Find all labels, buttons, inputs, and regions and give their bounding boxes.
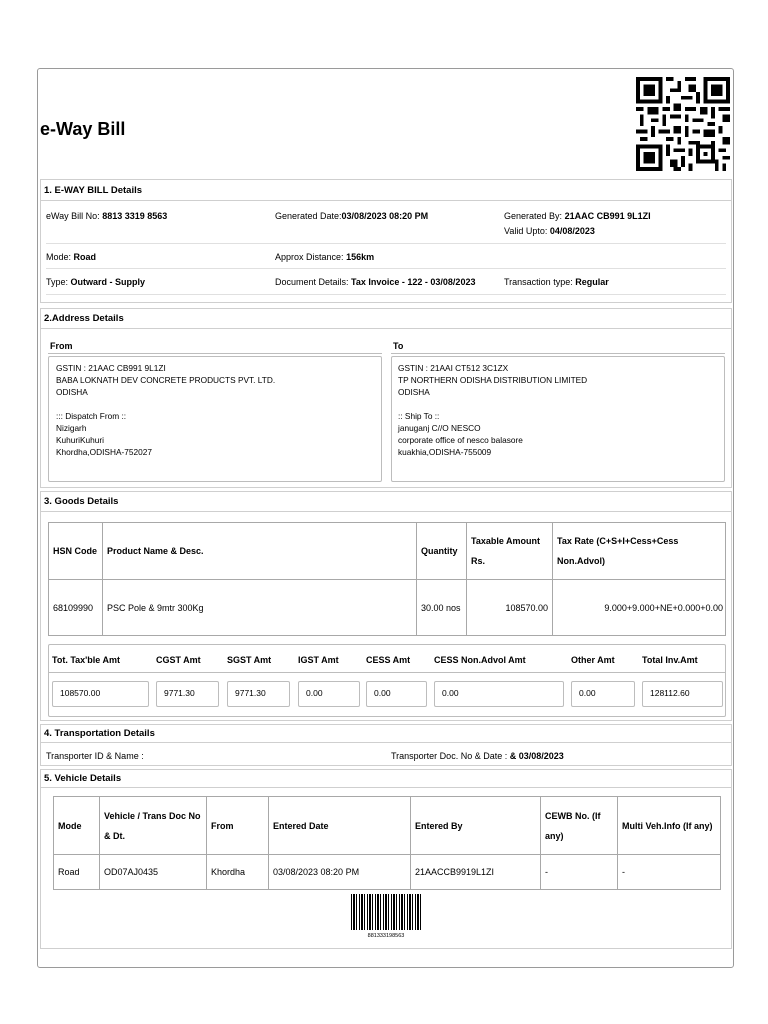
multi-veh-header: Multi Veh.Info (If any) (618, 797, 721, 855)
total-value: 0.00 (571, 681, 635, 707)
entered-by-header: Entered By (411, 797, 541, 855)
generated-by: Generated By: 21AAC CB991 9L1ZI (504, 211, 651, 221)
section-heading: 3. Goods Details (44, 496, 119, 507)
entered-by-cell: 21AACCB9919L1ZI (411, 855, 541, 890)
mode: Mode: Road (46, 252, 97, 262)
total-value: 0.00 (434, 681, 564, 707)
from-address-box (48, 356, 382, 482)
total-label: Total Inv.Amt (642, 655, 698, 665)
multi-veh-cell: - (618, 855, 721, 890)
mode-header: Mode (54, 797, 100, 855)
total-value: 9771.30 (156, 681, 219, 707)
vehicle-header: Vehicle / Trans Doc No & Dt. (100, 797, 207, 855)
from-label: From (50, 341, 73, 351)
product-cell: PSC Pole & 9mtr 300Kg (103, 580, 417, 636)
product-header: Product Name & Desc. (103, 523, 417, 580)
total-value: 128112.60 (642, 681, 723, 707)
barcode (351, 894, 421, 930)
from-cell: Khordha (207, 855, 269, 890)
hsn-cell: 68109990 (49, 580, 103, 636)
total-label: CGST Amt (156, 655, 201, 665)
total-label: Other Amt (571, 655, 615, 665)
to-label: To (393, 341, 404, 351)
transaction-type: Transaction type: Regular (504, 277, 609, 287)
entered-date-cell: 03/08/2023 08:20 PM (269, 855, 411, 890)
to-address-box (391, 356, 725, 482)
eway-bill-page (37, 68, 734, 968)
from-address: GSTIN : 21AAC CB991 9L1ZI BABA LOKNATH DEV CONCRETE PRODUCTS PVT. LTD. ODISHA ::: Dispatch From :: Nizigarh KuhuriKuhuri Khordha,ODISHA-752027 (56, 363, 276, 457)
transportation-details-section (40, 724, 732, 766)
transporter-id-name: Transporter ID & Name : (46, 751, 144, 761)
taxable-amount-cell: 108570.00 (467, 580, 553, 636)
total-value: 108570.00 (52, 681, 149, 707)
goods-details-section (40, 491, 732, 721)
total-value: 0.00 (366, 681, 427, 707)
approx-distance: Approx Distance: 156km (275, 252, 375, 262)
section-heading: 5. Vehicle Details (44, 773, 122, 784)
from-header: From (207, 797, 269, 855)
address-details-section (40, 308, 732, 488)
section-heading: 1. E-WAY BILL Details (44, 185, 143, 196)
total-label: SGST Amt (227, 655, 272, 665)
tax-rate-cell: 9.000+9.000+NE+0.000+0.00 (553, 580, 726, 636)
quantity-cell: 30.00 nos (417, 580, 467, 636)
qr-code (636, 77, 730, 171)
cewb-header: CEWB No. (If any) (541, 797, 618, 855)
transporter-doc: Transporter Doc. No & Date : & 03/08/2023 (391, 751, 564, 761)
hsn-header: HSN Code (49, 523, 103, 580)
eway-bill-details-section (40, 179, 732, 303)
table-row (54, 855, 721, 890)
vehicle-cell: OD07AJ0435 (100, 855, 207, 890)
mode-cell: Road (54, 855, 100, 890)
total-label: Tot. Tax'ble Amt (52, 655, 120, 665)
cewb-cell: - (541, 855, 618, 890)
document-details: Document Details: Tax Invoice - 122 - 03/08/2023 (275, 277, 476, 287)
valid-upto: Valid Upto: 04/08/2023 (504, 226, 595, 236)
total-value: 9771.30 (227, 681, 290, 707)
to-address: GSTIN : 21AAI CT512 3C1ZX TP NORTHERN ODISHA DISTRIBUTION LIMITED ODISHA :: Ship To :: januganj C//O NESCO corporate office of nesco balasore kuakhia,ODISHA-755009 (398, 363, 588, 457)
total-label: IGST Amt (298, 655, 339, 665)
total-label: CESS Non.Advol Amt (434, 655, 526, 665)
goods-table (48, 522, 726, 636)
section-heading: 4. Transportation Details (44, 728, 155, 739)
quantity-header: Quantity (417, 523, 467, 580)
eway-bill-no: eWay Bill No: 8813 3319 8563 (46, 211, 168, 221)
total-label: CESS Amt (366, 655, 411, 665)
page-title: e-Way Bill (40, 119, 126, 139)
total-value: 0.00 (298, 681, 360, 707)
type: Type: Outward - Supply (46, 277, 146, 287)
tax-rate-header: Tax Rate (C+S+I+Cess+Cess Non.Advol) (553, 523, 726, 580)
taxable-amount-header: Taxable Amount Rs. (467, 523, 553, 580)
section-heading: 2.Address Details (44, 313, 124, 324)
table-row (49, 580, 726, 636)
barcode-number: 881333198563 (367, 933, 405, 939)
generated-date: Generated Date:03/08/2023 08:20 PM (275, 211, 429, 221)
entered-date-header: Entered Date (269, 797, 411, 855)
vehicle-table (53, 796, 721, 890)
